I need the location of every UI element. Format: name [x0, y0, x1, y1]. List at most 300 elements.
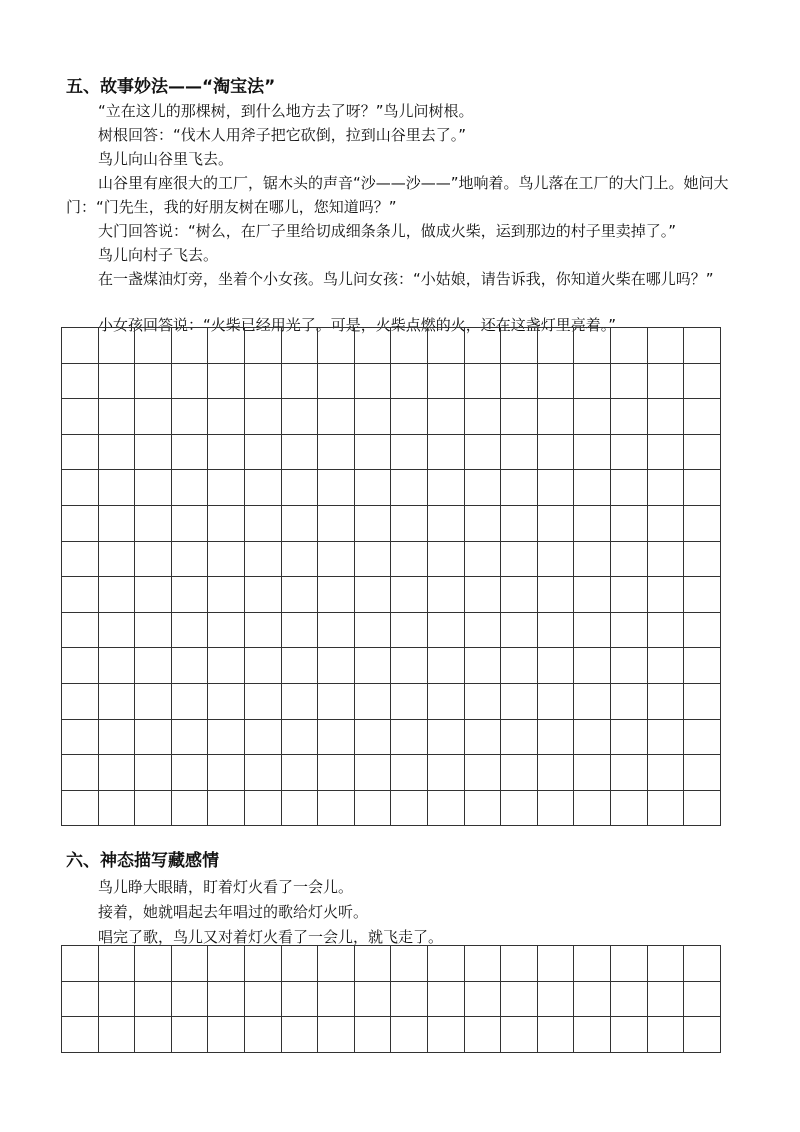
grid-cell[interactable] — [574, 791, 611, 827]
grid-cell[interactable] — [99, 684, 136, 720]
grid-cell[interactable] — [355, 982, 392, 1018]
grid-cell[interactable] — [574, 470, 611, 506]
grid-cell[interactable] — [648, 435, 685, 471]
grid-cell[interactable] — [62, 328, 99, 364]
grid-cell[interactable] — [538, 399, 575, 435]
grid-cell[interactable] — [574, 1017, 611, 1053]
grid-cell[interactable] — [318, 946, 355, 982]
grid-cell[interactable] — [684, 946, 721, 982]
grid-cell[interactable] — [465, 328, 502, 364]
grid-cell[interactable] — [62, 435, 99, 471]
grid-cell[interactable] — [99, 399, 136, 435]
grid-cell[interactable] — [99, 720, 136, 756]
grid-cell[interactable] — [282, 946, 319, 982]
grid-cell[interactable] — [355, 506, 392, 542]
grid-cell[interactable] — [172, 577, 209, 613]
grid-cell[interactable] — [391, 791, 428, 827]
grid-cell[interactable] — [172, 946, 209, 982]
grid-cell[interactable] — [135, 684, 172, 720]
grid-cell[interactable] — [282, 470, 319, 506]
grid-cell[interactable] — [501, 435, 538, 471]
grid-cell[interactable] — [574, 684, 611, 720]
grid-cell[interactable] — [245, 720, 282, 756]
grid-cell[interactable] — [245, 399, 282, 435]
grid-cell[interactable] — [282, 613, 319, 649]
grid-cell[interactable] — [465, 946, 502, 982]
grid-cell[interactable] — [611, 982, 648, 1018]
grid-cell[interactable] — [282, 720, 319, 756]
writing-grid-section-6[interactable] — [61, 945, 721, 1053]
grid-cell[interactable] — [62, 613, 99, 649]
grid-cell[interactable] — [574, 613, 611, 649]
grid-cell[interactable] — [282, 542, 319, 578]
grid-cell[interactable] — [355, 946, 392, 982]
grid-cell[interactable] — [465, 542, 502, 578]
grid-cell[interactable] — [208, 577, 245, 613]
grid-cell[interactable] — [172, 470, 209, 506]
grid-cell[interactable] — [465, 720, 502, 756]
grid-cell[interactable] — [355, 435, 392, 471]
grid-cell[interactable] — [465, 684, 502, 720]
grid-cell[interactable] — [465, 791, 502, 827]
grid-cell[interactable] — [538, 791, 575, 827]
grid-cell[interactable] — [208, 399, 245, 435]
grid-cell[interactable] — [611, 613, 648, 649]
grid-cell[interactable] — [318, 791, 355, 827]
grid-cell[interactable] — [428, 542, 465, 578]
grid-cell[interactable] — [318, 1017, 355, 1053]
grid-cell[interactable] — [355, 328, 392, 364]
grid-cell[interactable] — [684, 982, 721, 1018]
grid-cell[interactable] — [648, 1017, 685, 1053]
grid-cell[interactable] — [574, 542, 611, 578]
grid-cell[interactable] — [245, 1017, 282, 1053]
grid-cell[interactable] — [99, 791, 136, 827]
grid-cell[interactable] — [135, 470, 172, 506]
grid-cell[interactable] — [538, 470, 575, 506]
grid-cell[interactable] — [391, 946, 428, 982]
grid-cell[interactable] — [135, 791, 172, 827]
grid-cell[interactable] — [245, 755, 282, 791]
grid-cell[interactable] — [172, 720, 209, 756]
grid-cell[interactable] — [282, 399, 319, 435]
grid-cell[interactable] — [135, 364, 172, 400]
grid-cell[interactable] — [465, 1017, 502, 1053]
grid-cell[interactable] — [391, 577, 428, 613]
grid-cell[interactable] — [648, 791, 685, 827]
grid-cell[interactable] — [62, 506, 99, 542]
grid-cell[interactable] — [391, 982, 428, 1018]
grid-cell[interactable] — [501, 684, 538, 720]
grid-cell[interactable] — [318, 613, 355, 649]
grid-cell[interactable] — [245, 328, 282, 364]
grid-cell[interactable] — [391, 364, 428, 400]
grid-cell[interactable] — [99, 648, 136, 684]
grid-cell[interactable] — [208, 982, 245, 1018]
grid-cell[interactable] — [574, 506, 611, 542]
grid-cell[interactable] — [465, 470, 502, 506]
grid-cell[interactable] — [355, 577, 392, 613]
grid-cell[interactable] — [648, 577, 685, 613]
grid-cell[interactable] — [99, 946, 136, 982]
grid-cell[interactable] — [135, 506, 172, 542]
grid-cell[interactable] — [391, 328, 428, 364]
grid-cell[interactable] — [611, 506, 648, 542]
grid-cell[interactable] — [99, 1017, 136, 1053]
grid-cell[interactable] — [62, 791, 99, 827]
grid-cell[interactable] — [465, 755, 502, 791]
writing-grid-section-5[interactable] — [61, 327, 721, 826]
grid-cell[interactable] — [501, 506, 538, 542]
grid-cell[interactable] — [465, 506, 502, 542]
grid-cell[interactable] — [648, 720, 685, 756]
grid-cell[interactable] — [648, 470, 685, 506]
grid-cell[interactable] — [62, 470, 99, 506]
grid-cell[interactable] — [62, 399, 99, 435]
grid-cell[interactable] — [318, 506, 355, 542]
grid-cell[interactable] — [135, 755, 172, 791]
grid-cell[interactable] — [391, 684, 428, 720]
grid-cell[interactable] — [684, 506, 721, 542]
grid-cell[interactable] — [355, 613, 392, 649]
grid-cell[interactable] — [208, 791, 245, 827]
grid-cell[interactable] — [684, 435, 721, 471]
grid-cell[interactable] — [538, 1017, 575, 1053]
grid-cell[interactable] — [172, 684, 209, 720]
grid-cell[interactable] — [62, 364, 99, 400]
grid-cell[interactable] — [428, 720, 465, 756]
grid-cell[interactable] — [172, 328, 209, 364]
grid-cell[interactable] — [428, 946, 465, 982]
grid-cell[interactable] — [538, 946, 575, 982]
grid-cell[interactable] — [208, 755, 245, 791]
grid-cell[interactable] — [135, 577, 172, 613]
grid-cell[interactable] — [684, 720, 721, 756]
grid-cell[interactable] — [355, 399, 392, 435]
grid-cell[interactable] — [99, 506, 136, 542]
grid-cell[interactable] — [208, 684, 245, 720]
grid-cell[interactable] — [318, 648, 355, 684]
grid-cell[interactable] — [574, 328, 611, 364]
grid-cell[interactable] — [282, 577, 319, 613]
grid-cell[interactable] — [648, 684, 685, 720]
grid-cell[interactable] — [391, 506, 428, 542]
grid-cell[interactable] — [501, 791, 538, 827]
grid-cell[interactable] — [428, 435, 465, 471]
grid-cell[interactable] — [172, 791, 209, 827]
grid-cell[interactable] — [135, 946, 172, 982]
grid-cell[interactable] — [611, 684, 648, 720]
grid-cell[interactable] — [465, 648, 502, 684]
grid-cell[interactable] — [318, 542, 355, 578]
grid-cell[interactable] — [172, 399, 209, 435]
grid-cell[interactable] — [684, 328, 721, 364]
grid-cell[interactable] — [538, 613, 575, 649]
grid-cell[interactable] — [574, 435, 611, 471]
grid-cell[interactable] — [684, 755, 721, 791]
grid-cell[interactable] — [684, 791, 721, 827]
grid-cell[interactable] — [99, 435, 136, 471]
grid-cell[interactable] — [428, 755, 465, 791]
grid-cell[interactable] — [172, 755, 209, 791]
grid-cell[interactable] — [501, 946, 538, 982]
grid-cell[interactable] — [208, 470, 245, 506]
grid-cell[interactable] — [538, 506, 575, 542]
grid-cell[interactable] — [245, 470, 282, 506]
grid-cell[interactable] — [282, 1017, 319, 1053]
grid-cell[interactable] — [574, 399, 611, 435]
grid-cell[interactable] — [684, 684, 721, 720]
grid-cell[interactable] — [318, 399, 355, 435]
grid-cell[interactable] — [611, 435, 648, 471]
grid-cell[interactable] — [428, 1017, 465, 1053]
grid-cell[interactable] — [282, 364, 319, 400]
grid-cell[interactable] — [318, 577, 355, 613]
grid-cell[interactable] — [282, 791, 319, 827]
grid-cell[interactable] — [99, 542, 136, 578]
grid-cell[interactable] — [208, 1017, 245, 1053]
grid-cell[interactable] — [574, 946, 611, 982]
grid-cell[interactable] — [648, 506, 685, 542]
grid-cell[interactable] — [318, 684, 355, 720]
grid-cell[interactable] — [428, 399, 465, 435]
grid-cell[interactable] — [501, 720, 538, 756]
grid-cell[interactable] — [501, 613, 538, 649]
grid-cell[interactable] — [355, 648, 392, 684]
grid-cell[interactable] — [318, 982, 355, 1018]
grid-cell[interactable] — [172, 1017, 209, 1053]
grid-cell[interactable] — [318, 435, 355, 471]
grid-cell[interactable] — [611, 648, 648, 684]
grid-cell[interactable] — [135, 982, 172, 1018]
grid-cell[interactable] — [501, 577, 538, 613]
grid-cell[interactable] — [208, 648, 245, 684]
grid-cell[interactable] — [648, 364, 685, 400]
grid-cell[interactable] — [62, 648, 99, 684]
grid-cell[interactable] — [135, 328, 172, 364]
grid-cell[interactable] — [611, 328, 648, 364]
grid-cell[interactable] — [538, 982, 575, 1018]
grid-cell[interactable] — [538, 364, 575, 400]
grid-cell[interactable] — [684, 577, 721, 613]
grid-cell[interactable] — [648, 946, 685, 982]
grid-cell[interactable] — [501, 470, 538, 506]
grid-cell[interactable] — [684, 364, 721, 400]
grid-cell[interactable] — [245, 648, 282, 684]
grid-cell[interactable] — [538, 755, 575, 791]
grid-cell[interactable] — [465, 399, 502, 435]
grid-cell[interactable] — [574, 982, 611, 1018]
grid-cell[interactable] — [172, 542, 209, 578]
grid-cell[interactable] — [62, 577, 99, 613]
grid-cell[interactable] — [99, 328, 136, 364]
grid-cell[interactable] — [282, 435, 319, 471]
grid-cell[interactable] — [611, 755, 648, 791]
grid-cell[interactable] — [391, 399, 428, 435]
grid-cell[interactable] — [538, 648, 575, 684]
grid-cell[interactable] — [684, 613, 721, 649]
grid-cell[interactable] — [501, 364, 538, 400]
grid-cell[interactable] — [62, 1017, 99, 1053]
grid-cell[interactable] — [135, 399, 172, 435]
grid-cell[interactable] — [99, 613, 136, 649]
grid-cell[interactable] — [355, 755, 392, 791]
grid-cell[interactable] — [538, 577, 575, 613]
grid-cell[interactable] — [538, 435, 575, 471]
grid-cell[interactable] — [172, 506, 209, 542]
grid-cell[interactable] — [648, 613, 685, 649]
grid-cell[interactable] — [574, 577, 611, 613]
grid-cell[interactable] — [62, 684, 99, 720]
grid-cell[interactable] — [648, 982, 685, 1018]
grid-cell[interactable] — [208, 720, 245, 756]
grid-cell[interactable] — [135, 542, 172, 578]
grid-cell[interactable] — [282, 684, 319, 720]
grid-cell[interactable] — [62, 946, 99, 982]
grid-cell[interactable] — [172, 648, 209, 684]
grid-cell[interactable] — [684, 1017, 721, 1053]
grid-cell[interactable] — [684, 648, 721, 684]
grid-cell[interactable] — [208, 613, 245, 649]
grid-cell[interactable] — [172, 613, 209, 649]
grid-cell[interactable] — [208, 542, 245, 578]
grid-cell[interactable] — [611, 1017, 648, 1053]
grid-cell[interactable] — [391, 470, 428, 506]
grid-cell[interactable] — [538, 542, 575, 578]
grid-cell[interactable] — [648, 648, 685, 684]
grid-cell[interactable] — [245, 506, 282, 542]
grid-cell[interactable] — [391, 755, 428, 791]
grid-cell[interactable] — [391, 1017, 428, 1053]
grid-cell[interactable] — [391, 542, 428, 578]
grid-cell[interactable] — [465, 613, 502, 649]
grid-cell[interactable] — [135, 435, 172, 471]
grid-cell[interactable] — [245, 791, 282, 827]
grid-cell[interactable] — [99, 364, 136, 400]
grid-cell[interactable] — [208, 364, 245, 400]
grid-cell[interactable] — [172, 364, 209, 400]
grid-cell[interactable] — [648, 755, 685, 791]
grid-cell[interactable] — [428, 684, 465, 720]
grid-cell[interactable] — [318, 328, 355, 364]
grid-cell[interactable] — [208, 506, 245, 542]
grid-cell[interactable] — [611, 720, 648, 756]
grid-cell[interactable] — [684, 470, 721, 506]
grid-cell[interactable] — [501, 982, 538, 1018]
grid-cell[interactable] — [574, 364, 611, 400]
grid-cell[interactable] — [501, 399, 538, 435]
grid-cell[interactable] — [428, 470, 465, 506]
grid-cell[interactable] — [648, 399, 685, 435]
grid-cell[interactable] — [501, 328, 538, 364]
grid-cell[interactable] — [574, 755, 611, 791]
grid-cell[interactable] — [245, 613, 282, 649]
grid-cell[interactable] — [245, 684, 282, 720]
grid-cell[interactable] — [62, 542, 99, 578]
grid-cell[interactable] — [391, 648, 428, 684]
grid-cell[interactable] — [245, 542, 282, 578]
grid-cell[interactable] — [428, 613, 465, 649]
grid-cell[interactable] — [99, 755, 136, 791]
grid-cell[interactable] — [135, 613, 172, 649]
grid-cell[interactable] — [318, 720, 355, 756]
grid-cell[interactable] — [428, 577, 465, 613]
grid-cell[interactable] — [282, 506, 319, 542]
grid-cell[interactable] — [648, 542, 685, 578]
grid-cell[interactable] — [282, 982, 319, 1018]
grid-cell[interactable] — [355, 791, 392, 827]
grid-cell[interactable] — [611, 577, 648, 613]
grid-cell[interactable] — [282, 648, 319, 684]
grid-cell[interactable] — [62, 755, 99, 791]
grid-cell[interactable] — [611, 542, 648, 578]
grid-cell[interactable] — [99, 577, 136, 613]
grid-cell[interactable] — [245, 946, 282, 982]
grid-cell[interactable] — [465, 577, 502, 613]
grid-cell[interactable] — [428, 648, 465, 684]
grid-cell[interactable] — [355, 542, 392, 578]
grid-cell[interactable] — [355, 1017, 392, 1053]
grid-cell[interactable] — [465, 435, 502, 471]
grid-cell[interactable] — [428, 364, 465, 400]
grid-cell[interactable] — [611, 364, 648, 400]
grid-cell[interactable] — [99, 470, 136, 506]
grid-cell[interactable] — [245, 364, 282, 400]
grid-cell[interactable] — [355, 364, 392, 400]
grid-cell[interactable] — [318, 364, 355, 400]
grid-cell[interactable] — [611, 791, 648, 827]
grid-cell[interactable] — [391, 435, 428, 471]
grid-cell[interactable] — [62, 720, 99, 756]
grid-cell[interactable] — [501, 755, 538, 791]
grid-cell[interactable] — [208, 328, 245, 364]
grid-cell[interactable] — [538, 328, 575, 364]
grid-cell[interactable] — [208, 946, 245, 982]
grid-cell[interactable] — [391, 720, 428, 756]
grid-cell[interactable] — [611, 399, 648, 435]
grid-cell[interactable] — [501, 1017, 538, 1053]
grid-cell[interactable] — [611, 946, 648, 982]
grid-cell[interactable] — [282, 755, 319, 791]
grid-cell[interactable] — [172, 982, 209, 1018]
grid-cell[interactable] — [135, 1017, 172, 1053]
grid-cell[interactable] — [391, 613, 428, 649]
grid-cell[interactable] — [318, 755, 355, 791]
grid-cell[interactable] — [538, 684, 575, 720]
grid-cell[interactable] — [684, 399, 721, 435]
grid-cell[interactable] — [355, 684, 392, 720]
grid-cell[interactable] — [465, 982, 502, 1018]
grid-cell[interactable] — [501, 542, 538, 578]
grid-cell[interactable] — [538, 720, 575, 756]
grid-cell[interactable] — [245, 577, 282, 613]
grid-cell[interactable] — [355, 720, 392, 756]
grid-cell[interactable] — [648, 328, 685, 364]
grid-cell[interactable] — [318, 470, 355, 506]
grid-cell[interactable] — [465, 364, 502, 400]
grid-cell[interactable] — [135, 720, 172, 756]
grid-cell[interactable] — [684, 542, 721, 578]
grid-cell[interactable] — [245, 435, 282, 471]
grid-cell[interactable] — [99, 982, 136, 1018]
grid-cell[interactable] — [282, 328, 319, 364]
grid-cell[interactable] — [574, 648, 611, 684]
grid-cell[interactable] — [355, 470, 392, 506]
grid-cell[interactable] — [428, 791, 465, 827]
grid-cell[interactable] — [172, 435, 209, 471]
grid-cell[interactable] — [611, 470, 648, 506]
grid-cell[interactable] — [62, 982, 99, 1018]
